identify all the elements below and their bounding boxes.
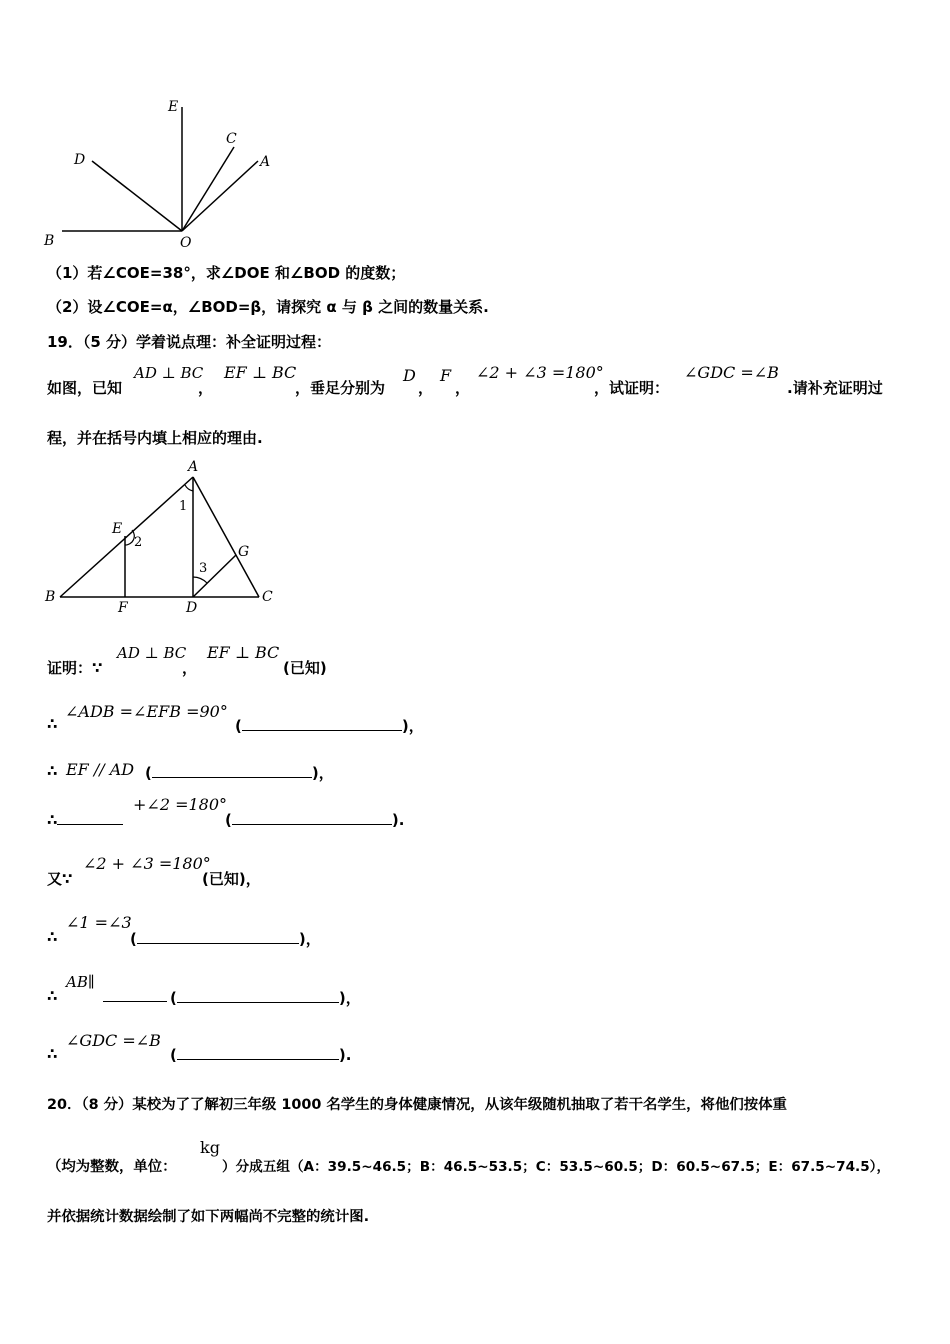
therefore-5: ∴ [47,987,58,1005]
label-d: D [186,600,198,616]
reason-blank-5[interactable] [177,988,339,1003]
proof-s6: ∠1 =∠3 [66,913,132,932]
proof-s1-reason: (已知) [283,659,327,677]
q19-comma1: ， [198,379,214,397]
close-paren: )， [311,764,334,782]
q20-line1: 20．（8 分）某校为了了解初三年级 1000 名学生的身体健康情况，从该年级随机抽取了若干名学生，将他们按体重 [47,1097,787,1113]
q19-foot-text: ，垂足分别为 [295,379,386,397]
reason-blank-3[interactable] [232,810,392,825]
label-angle-3: 3 [199,561,208,576]
proof-s1: AD ⊥ BC [117,644,187,662]
proof-s3-reason [145,762,334,783]
proof-s2: ∠ADB =∠EFB =90° [65,702,228,721]
proof-s4: +∠2 =180° [133,795,228,814]
label-b: B [44,233,55,249]
triangle-figure [40,455,290,620]
q19-intro-prefix: 如图，已知 [47,379,123,397]
proof-s5-prefix: 又∵ [47,870,73,888]
label-e: E [112,521,123,537]
reason-blank-4[interactable] [137,929,299,944]
close-dot: ). [391,811,405,829]
q19-comma2: ， [418,379,434,397]
q19-foot-d: D [403,366,416,385]
q19-cond3: ∠2 + ∠3 =180° [476,363,604,382]
close-paren: )， [401,717,424,735]
ray-od [92,161,182,231]
label-d: D [74,152,86,168]
proof-s6-reason [130,928,321,949]
label-c: C [226,131,237,147]
side-ac [193,477,259,597]
angle-1-arc [185,485,193,491]
proof-s1-comma: ， [182,659,198,677]
label-angle-2: 2 [134,535,143,550]
q19-comma3: ， [455,379,471,397]
label-c: C [262,589,273,605]
open-paren: ( [130,930,137,948]
therefore-4: ∴ [47,928,58,946]
label-a: A [188,459,199,475]
proof-s7: AB∥ [66,973,95,991]
proof-s5: ∠2 + ∠3 =180° [83,854,211,873]
open-paren: ( [170,989,177,1007]
open-paren: ( [225,811,232,829]
proof-s2-reason [235,715,424,736]
proof-s5-reason: (已知)， [202,870,261,888]
proof-s4-reason [225,810,404,829]
open-paren: ( [170,1046,177,1064]
q19-cond1: AD ⊥ BC [134,364,204,382]
reason-blank-1[interactable] [242,716,402,731]
label-g: G [238,544,250,560]
therefore-6: ∴ [47,1045,58,1063]
side-ab [60,477,193,597]
answer-blank-parallel[interactable] [103,987,167,1002]
q19-goal: ∠GDC =∠B [684,363,779,382]
q19-header: 19．（5 分）学着说点理：补全证明过程： [47,333,332,351]
label-o: O [180,235,192,251]
therefore-symbol: ∴ [47,811,58,829]
proof-s7-answer [103,987,167,1006]
q20-unit: kg [200,1138,220,1157]
label-a: A [260,154,271,170]
proof-s8: ∠GDC =∠B [66,1031,161,1050]
proof-s8-reason [170,1045,351,1064]
label-angle-1: 1 [179,499,188,514]
proof-s7-reason [170,987,361,1008]
q19-intro-line2: 程，并在括号内填上相应的理由. [47,429,263,447]
proof-s3: EF // AD [66,760,135,779]
ray-oa [182,161,258,231]
q20-line2-suffix: ）分成五组（A：39.5~46.5；B：46.5~53.5；C：53.5~60.5；D：60.5~67.5；E：67.5~74.5）， [222,1159,891,1175]
label-e: E [168,99,179,115]
q20-line2-prefix: （均为整数，单位： [47,1159,177,1175]
reason-blank-2[interactable] [152,763,312,778]
proof-start: 证明：∵ [47,659,103,677]
therefore-2: ∴ [47,762,58,780]
label-f: F [118,600,128,616]
q19-foot-f: F [440,366,452,385]
label-b: B [45,589,56,605]
open-paren: ( [235,717,242,735]
q19-prove-text: ，试证明： [594,379,670,397]
open-paren: ( [145,764,152,782]
therefore-1: ∴ [47,715,58,733]
proof-s1b: EF ⊥ BC [207,643,280,662]
angle-figure [40,95,290,255]
close-paren: )， [338,989,361,1007]
close-paren: )， [298,930,321,948]
q20-line3: 并依据统计数据绘制了如下两幅尚不完整的统计图. [47,1209,370,1225]
q18-part2: （2）设∠COE=α，∠BOD=β，请探究 α 与 β 之间的数量关系. [47,298,489,316]
q19-cond2: EF ⊥ BC [224,363,297,382]
close-dot: ). [338,1046,352,1064]
angle-3-arc [193,577,207,583]
answer-blank-angle[interactable] [57,810,123,825]
q18-part1: （1）若∠COE=38°，求∠DOE 和∠BOD 的度数； [47,264,406,282]
q19-intro-suffix: .请补充证明过 [787,379,883,397]
ray-oc [182,147,234,231]
therefore-3 [47,810,123,829]
reason-blank-6[interactable] [177,1045,339,1060]
